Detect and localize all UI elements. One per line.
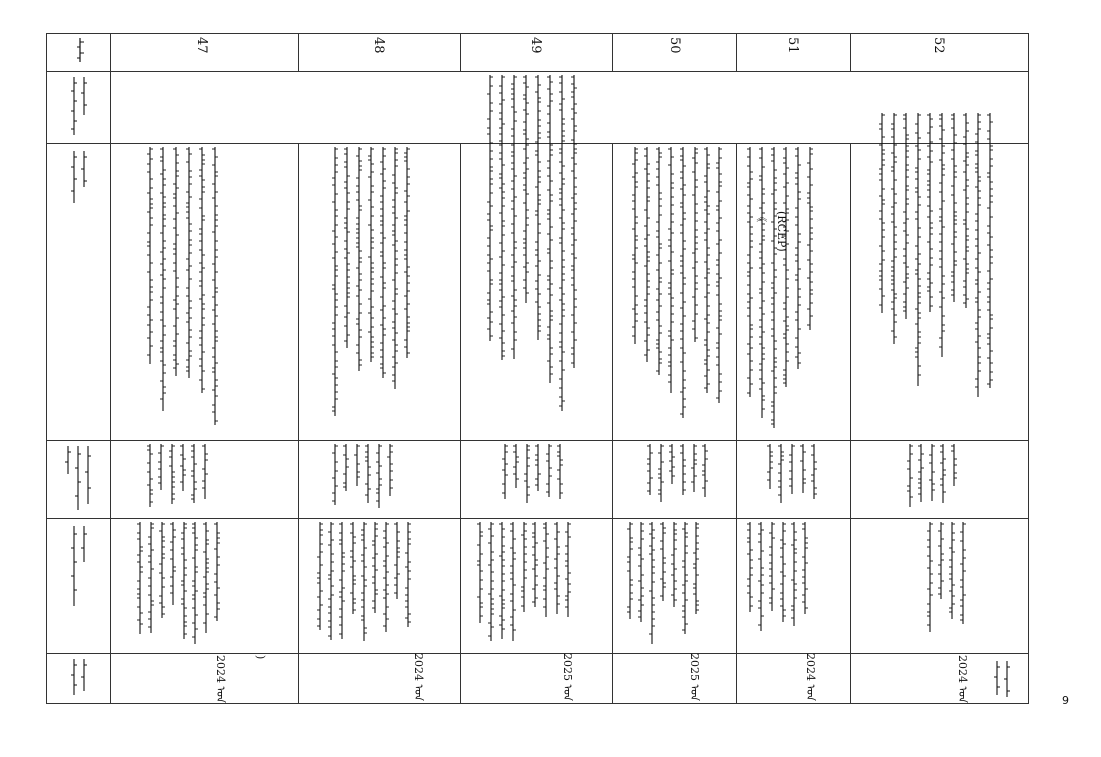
header-label-unit <box>60 444 96 514</box>
unit-text-49 <box>501 442 573 514</box>
column-divider <box>298 143 299 704</box>
year-50: 2025 ᠣᠨ <box>688 653 701 701</box>
coop-text-51 <box>746 520 818 650</box>
content-text-49 <box>486 73 588 433</box>
header-label-content <box>66 147 92 207</box>
column-divider <box>110 33 111 704</box>
content-text-52 <box>878 111 1004 411</box>
deadline-note-52 <box>991 659 1017 699</box>
coop-text-47 <box>136 520 230 650</box>
row-number-47: 47 <box>194 37 209 54</box>
row-number-52: 52 <box>931 37 946 54</box>
unit-text-50 <box>646 442 718 514</box>
unit-text-51 <box>766 442 827 514</box>
column-divider <box>736 33 737 71</box>
year-48: 2024 ᠣᠨ <box>412 653 425 701</box>
data-table <box>46 33 1029 704</box>
column-divider <box>460 143 461 704</box>
paren-close: ) <box>254 655 267 660</box>
row-divider <box>46 71 1029 72</box>
table-border-right <box>1028 33 1029 704</box>
table-border-bottom <box>46 703 1029 704</box>
year-52: 2024 ᠣᠨ <box>956 655 969 703</box>
header-label-deadline <box>66 657 92 699</box>
column-divider <box>612 143 613 704</box>
rcep-label: (RCEP) <box>775 211 788 252</box>
page-number: 9 <box>1062 694 1069 707</box>
row-number-49: 49 <box>528 37 543 54</box>
row-number-51: 51 <box>785 37 800 54</box>
column-divider <box>460 33 461 71</box>
row-divider <box>46 440 1029 441</box>
column-divider <box>850 143 851 704</box>
coop-text-50 <box>626 520 709 650</box>
column-divider <box>736 143 737 704</box>
unit-text-48 <box>331 442 403 514</box>
coop-text-48 <box>316 520 421 650</box>
row-divider <box>46 518 1029 519</box>
coop-text-49 <box>476 520 581 650</box>
header-label-index <box>74 37 86 63</box>
year-51: 2024 ᠣᠨ <box>804 653 817 701</box>
unit-text-47 <box>146 442 218 514</box>
header-label-cooperation <box>66 522 92 612</box>
coop-text-52 <box>926 520 976 650</box>
column-divider <box>850 33 851 71</box>
year-47: 2024 ᠣᠨ <box>214 655 227 703</box>
row-number-48: 48 <box>371 37 386 54</box>
quote-mark: 《 <box>755 211 768 222</box>
year-49: 2025 ᠣᠨ <box>561 653 574 701</box>
content-text-50 <box>631 145 733 435</box>
content-text-51 <box>746 145 824 435</box>
unit-text-52 <box>906 442 967 514</box>
column-divider <box>612 33 613 71</box>
table-border-top <box>46 33 1029 34</box>
content-text-47 <box>146 145 230 435</box>
column-divider <box>298 33 299 71</box>
content-text-48 <box>331 145 421 435</box>
row-number-50: 50 <box>667 37 682 54</box>
table-border-left <box>46 33 47 704</box>
row-divider <box>46 653 1029 654</box>
header-label-name <box>66 75 92 139</box>
